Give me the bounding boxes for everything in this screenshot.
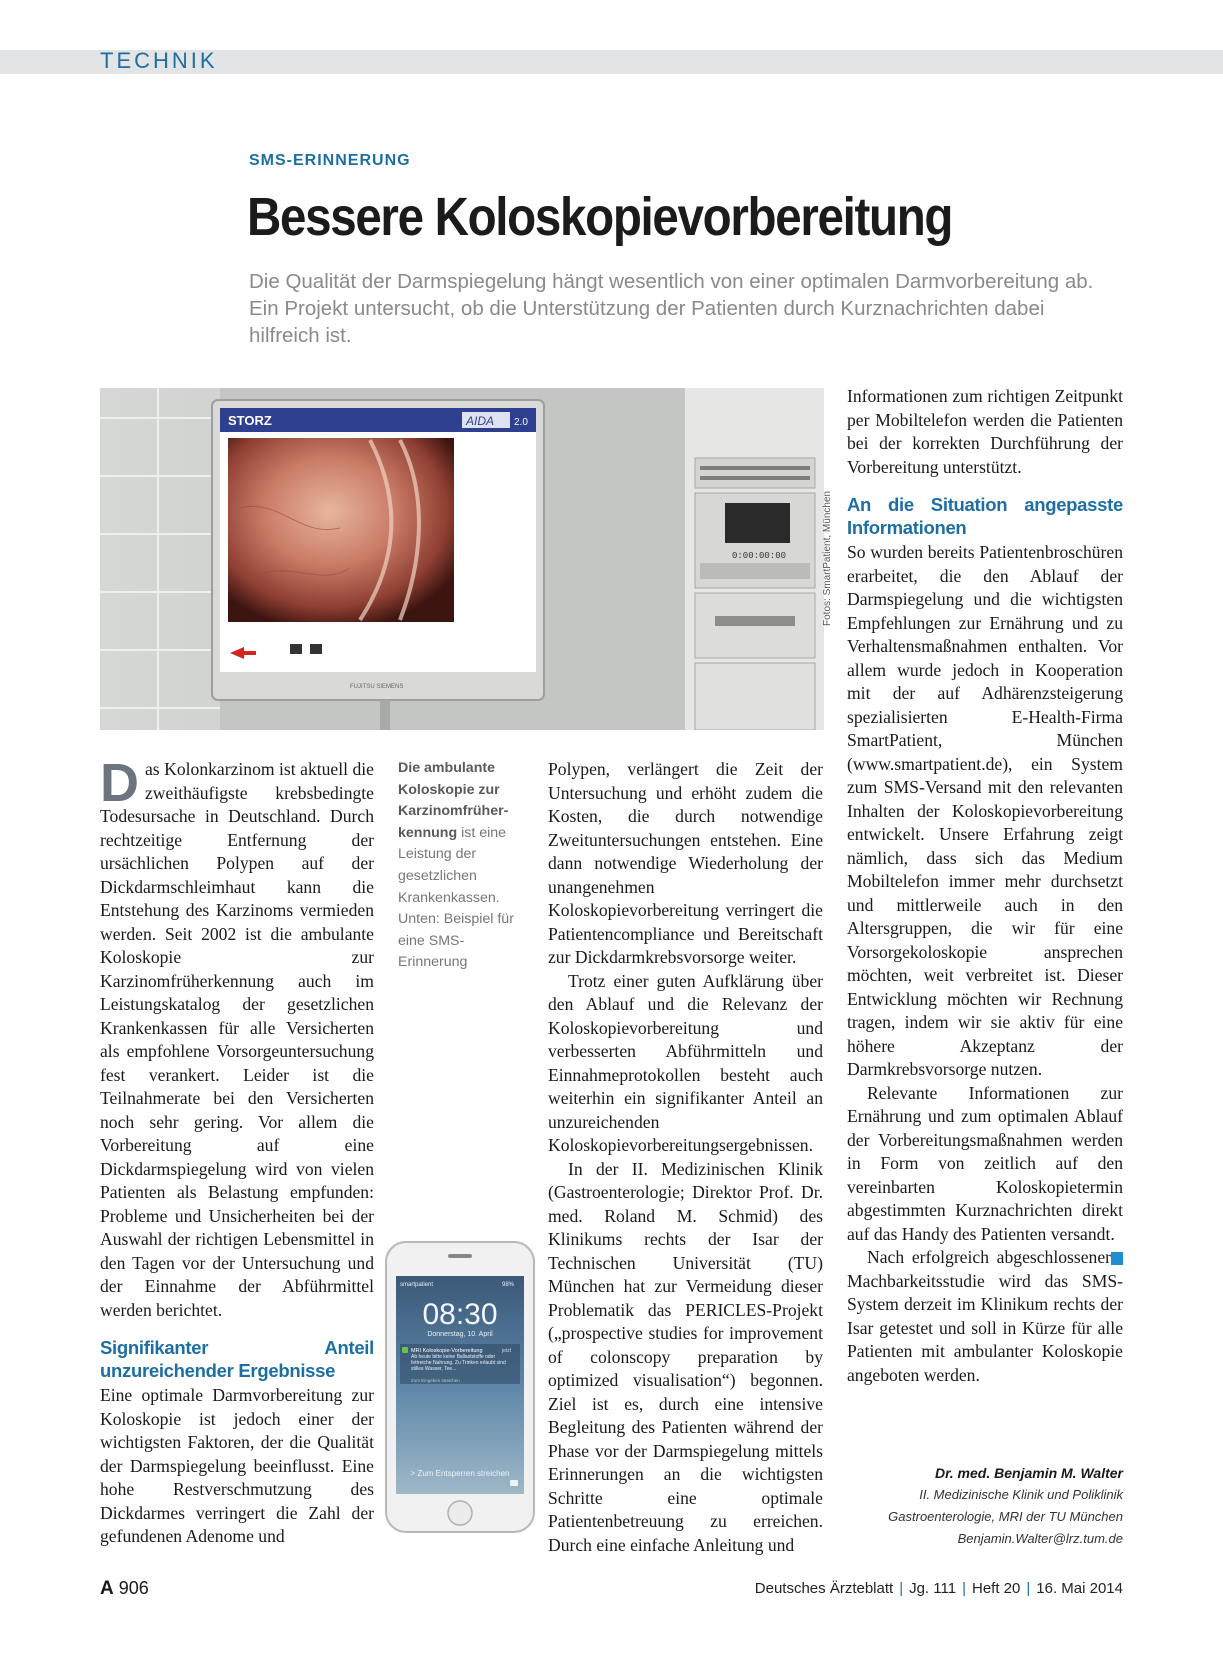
notif-text: Ab heute bitte keine Ballaststoffe oder fettreiche Nahrung. Zu Trinken erlaubt sind stilles Wasser, Tee... <box>411 1354 506 1372</box>
notif-title: MRI Koloskopie-Vorbereitung <box>411 1348 483 1354</box>
phone-date: Donnerstag, 10. April <box>427 1331 493 1338</box>
paragraph-text: Nach erfolgreich abgeschlossener Machbarkeitsstudie wird das SMS-System derzeit im Klinikum rechts der Isar getestet und soll in Kürze für alle Patienten mit ambulanter Koloskopie angeboten werden. <box>847 1247 1123 1385</box>
page-number <box>100 1578 149 1600</box>
smartphone-icon <box>384 1240 536 1552</box>
column-3 <box>548 758 823 1557</box>
page-prefix: A <box>100 1578 114 1599</box>
paragraph: Trotz einer guten Aufklärung über den Ablauf und die Relevanz der Koloskopievorbereitung und verbesserten Abführmitteln und Einnahmeprotokollen besteht auch weiterhin ein signifikanter Anteil an unzureichenden Koloskopievorbereitungsergebnissen. <box>548 970 823 1155</box>
phone-time: 08:30 <box>422 1298 498 1331</box>
author-affiliation-1: II. Medizinische Klinik und Poliklinik <box>919 1487 1123 1502</box>
phone-carrier: smartpatient <box>400 1282 434 1288</box>
paragraph-last <box>847 1246 1123 1387</box>
monitor-maker: FUJITSU SIEMENS <box>350 684 404 690</box>
drop-cap: D <box>100 753 139 813</box>
article-title: Bessere Koloskopievorbereitung <box>247 187 953 247</box>
photo-caption <box>398 758 522 974</box>
footer-separator: | <box>1026 1580 1031 1597</box>
article-kicker: SMS-ERINNERUNG <box>249 152 411 169</box>
journal-date: 16. Mai 2014 <box>1036 1580 1123 1597</box>
column-1 <box>100 753 374 1549</box>
phone-illustration <box>384 1240 536 1552</box>
paragraph: Relevante Informationen zur Ernährung und zum optimalen Ablauf der Vorbereitungsmaßnahmen werden in Form von zeitlich auf den vereinbarten Koloskopietermin abgestimmten Kurznachrichten direkt auf das Handy des Patienten versandt. <box>847 1082 1123 1244</box>
article-lead: Die Qualität der Darmspiegelung hängt wesentlich von einer optimalen Darmvorbereitung ab. Ein Projekt untersucht, ob die Unterstützung der Patienten durch Kurznachrichten dabei hilfreich ist. <box>249 270 1094 347</box>
journal-issue: Heft 20 <box>971 1580 1021 1597</box>
intro-paragraph <box>100 753 374 1322</box>
section-label: TECHNIK <box>100 48 218 73</box>
journal-volume: Jg. 111 <box>909 1580 957 1597</box>
paragraph: So wurden bereits Patientenbroschüren erarbeitet, die den Ablauf der Darmspiegelung und die wichtigsten Empfehlungen zur Ernährung und zu Verhaltensmaßnahmen enthalten. Vor allem wurde jedoch in Kooperation mit der auf Adhärenzsteigerung spezialisierten E-Health-Firma SmartPatient, München (www.smartpatient.de), ein System zum SMS-Versand mit den relevanten Inhalten der Koloskopievorbereitung entwickelt. Unsere Erfahrung zeigt nämlich, dass sich das Medium Mobiltelefon immer mehr durchsetzt und mittlerweile auch in den Altersgruppen, die wir für eine Vorsorgekoloskopie ansprechen möchten, weit verbreitet ist. Dieser Entwicklung möchten wir Rechnung tragen, indem wir sie aktiv für eine höhere Akzeptanz der Darmkrebsvorsorge nutzen. <box>847 542 1123 1079</box>
paragraph: In der II. Medizinischen Klinik (Gastroenterologie; Direktor Prof. Dr. med. Roland M. Schmid) des Klinikums rechts der Isar der Technischen Universität (TU) München hat zur Vermeidung dieser Problematik das PERICLES-Projekt („prospective studies for improvement of colonscopy preparation by optimized visualisation“) begonnen. Ziel ist es, durch eine intensive Begleitung des Patienten während der Phase vor der Darmspiegelung mittels Erinnerungen an die wichtigsten Schritte eine optimale Patientenbetreuung zu erreichen. Durch eine einfache Anleitung und <box>548 1158 823 1555</box>
author-email[interactable]: Benjamin.Walter@lrz.tum.de <box>957 1531 1123 1546</box>
footer-separator: | <box>899 1580 904 1597</box>
endoscopy-monitor-photo <box>100 388 824 730</box>
author-affiliation-2: Gastroenterologie, MRI der TU München <box>888 1509 1123 1524</box>
paragraph: Eine optimale Darmvorbereitung zur Koloskopie ist jedoch einer der wichtigsten Faktoren, der die Qualität der Darmspiegelung beeinflusst. Eine hohe Restverschmutzung des Dickdarmes verringert die Zahl der gefundenen Adenome und <box>100 1385 374 1546</box>
monitor-brand: STORZ <box>228 413 272 428</box>
page-number-value: 906 <box>118 1578 149 1598</box>
photo-credit: Fotos: SmartPatient, München <box>822 490 833 626</box>
intro-text: as Kolonkarzinom ist aktuell die zweithäufigste krebsbedingte Todesursache in Deutschland. Durch rechtzeitige Entfernung der ursächlichen Polypen auf der Dickdarmschleimhaut kann die Entstehung des Karzinoms vermieden werden. Seit 2002 ist die ambulante Koloskopie zur Karzinomfrüherkennung auch im Leistungskatalog der gesetzlichen Krankenkassen für alle Versicherten als empfohlene Vorsorgeuntersuchung fest verankert. Leider ist die Teilnahmerate bei den Versicherten noch sehr gering. Vor allem die Vorbereitung auf eine Dickdarmspiegelung wird von vielen Patienten als Belastung empfunden: Probleme und Unsicherheiten bei der Auswahl der richtigen Lebensmittel in den Tagen vor der Untersuchung und der Einnahme der Abführmittel werden berichtet. <box>100 759 374 1320</box>
notif-time: jetzt <box>502 1348 512 1354</box>
subhead-anteil: Signifikanter Anteil unzureichender Ergebnisse <box>100 1337 374 1381</box>
author-name: Dr. med. Benjamin M. Walter <box>934 1465 1123 1481</box>
home-button <box>448 1501 472 1525</box>
journal-footer <box>755 1580 1123 1597</box>
monitor-software: AIDA <box>466 414 495 428</box>
footer-separator: | <box>962 1580 966 1597</box>
end-mark-icon <box>1111 1252 1123 1265</box>
notif-action: Zum Eingeben streichen <box>411 1378 460 1383</box>
monitor-version: 2.0 <box>514 417 528 428</box>
author-block <box>803 1462 1123 1550</box>
paragraph: Polypen, verlängert die Zeit der Untersuchung und erhöht zudem die Kosten, die durch notwendige Zweituntersuchungen entstehen. Eine dann notwendige Wiederholung der unangenehmen Koloskopievorbereitung verringert die Patientencompliance und Bereitschaft zur Dickdarmkrebsvorsorge weiter. <box>548 759 823 967</box>
caption-bold: Die ambulante Koloskopie zur Karzinomfrüherkennung <box>398 760 509 841</box>
caption-text: ist eine Leistung der gesetzlichen Krankenkassen. Unten: Beispiel für eine SMS-Erinnerung <box>398 824 514 971</box>
recorder-display: 0:00:00:00 <box>732 551 787 561</box>
camera-icon <box>510 1480 518 1486</box>
monitor-illustration <box>100 388 824 730</box>
unlock-hint: > Zum Entsperren streichen <box>410 1469 510 1478</box>
subhead-situation: An die Situation angepasste Informationen <box>847 494 1123 538</box>
paragraph: Informationen zum richtigen Zeitpunkt per Mobiltelefon werden die Patienten bei der korrekten Durchführung der Vorbereitung unterstützt. <box>847 386 1123 477</box>
column-4 <box>847 385 1123 1387</box>
phone-battery: 98% <box>502 1282 515 1288</box>
journal-name: Deutsches Ärzteblatt <box>754 1580 894 1597</box>
